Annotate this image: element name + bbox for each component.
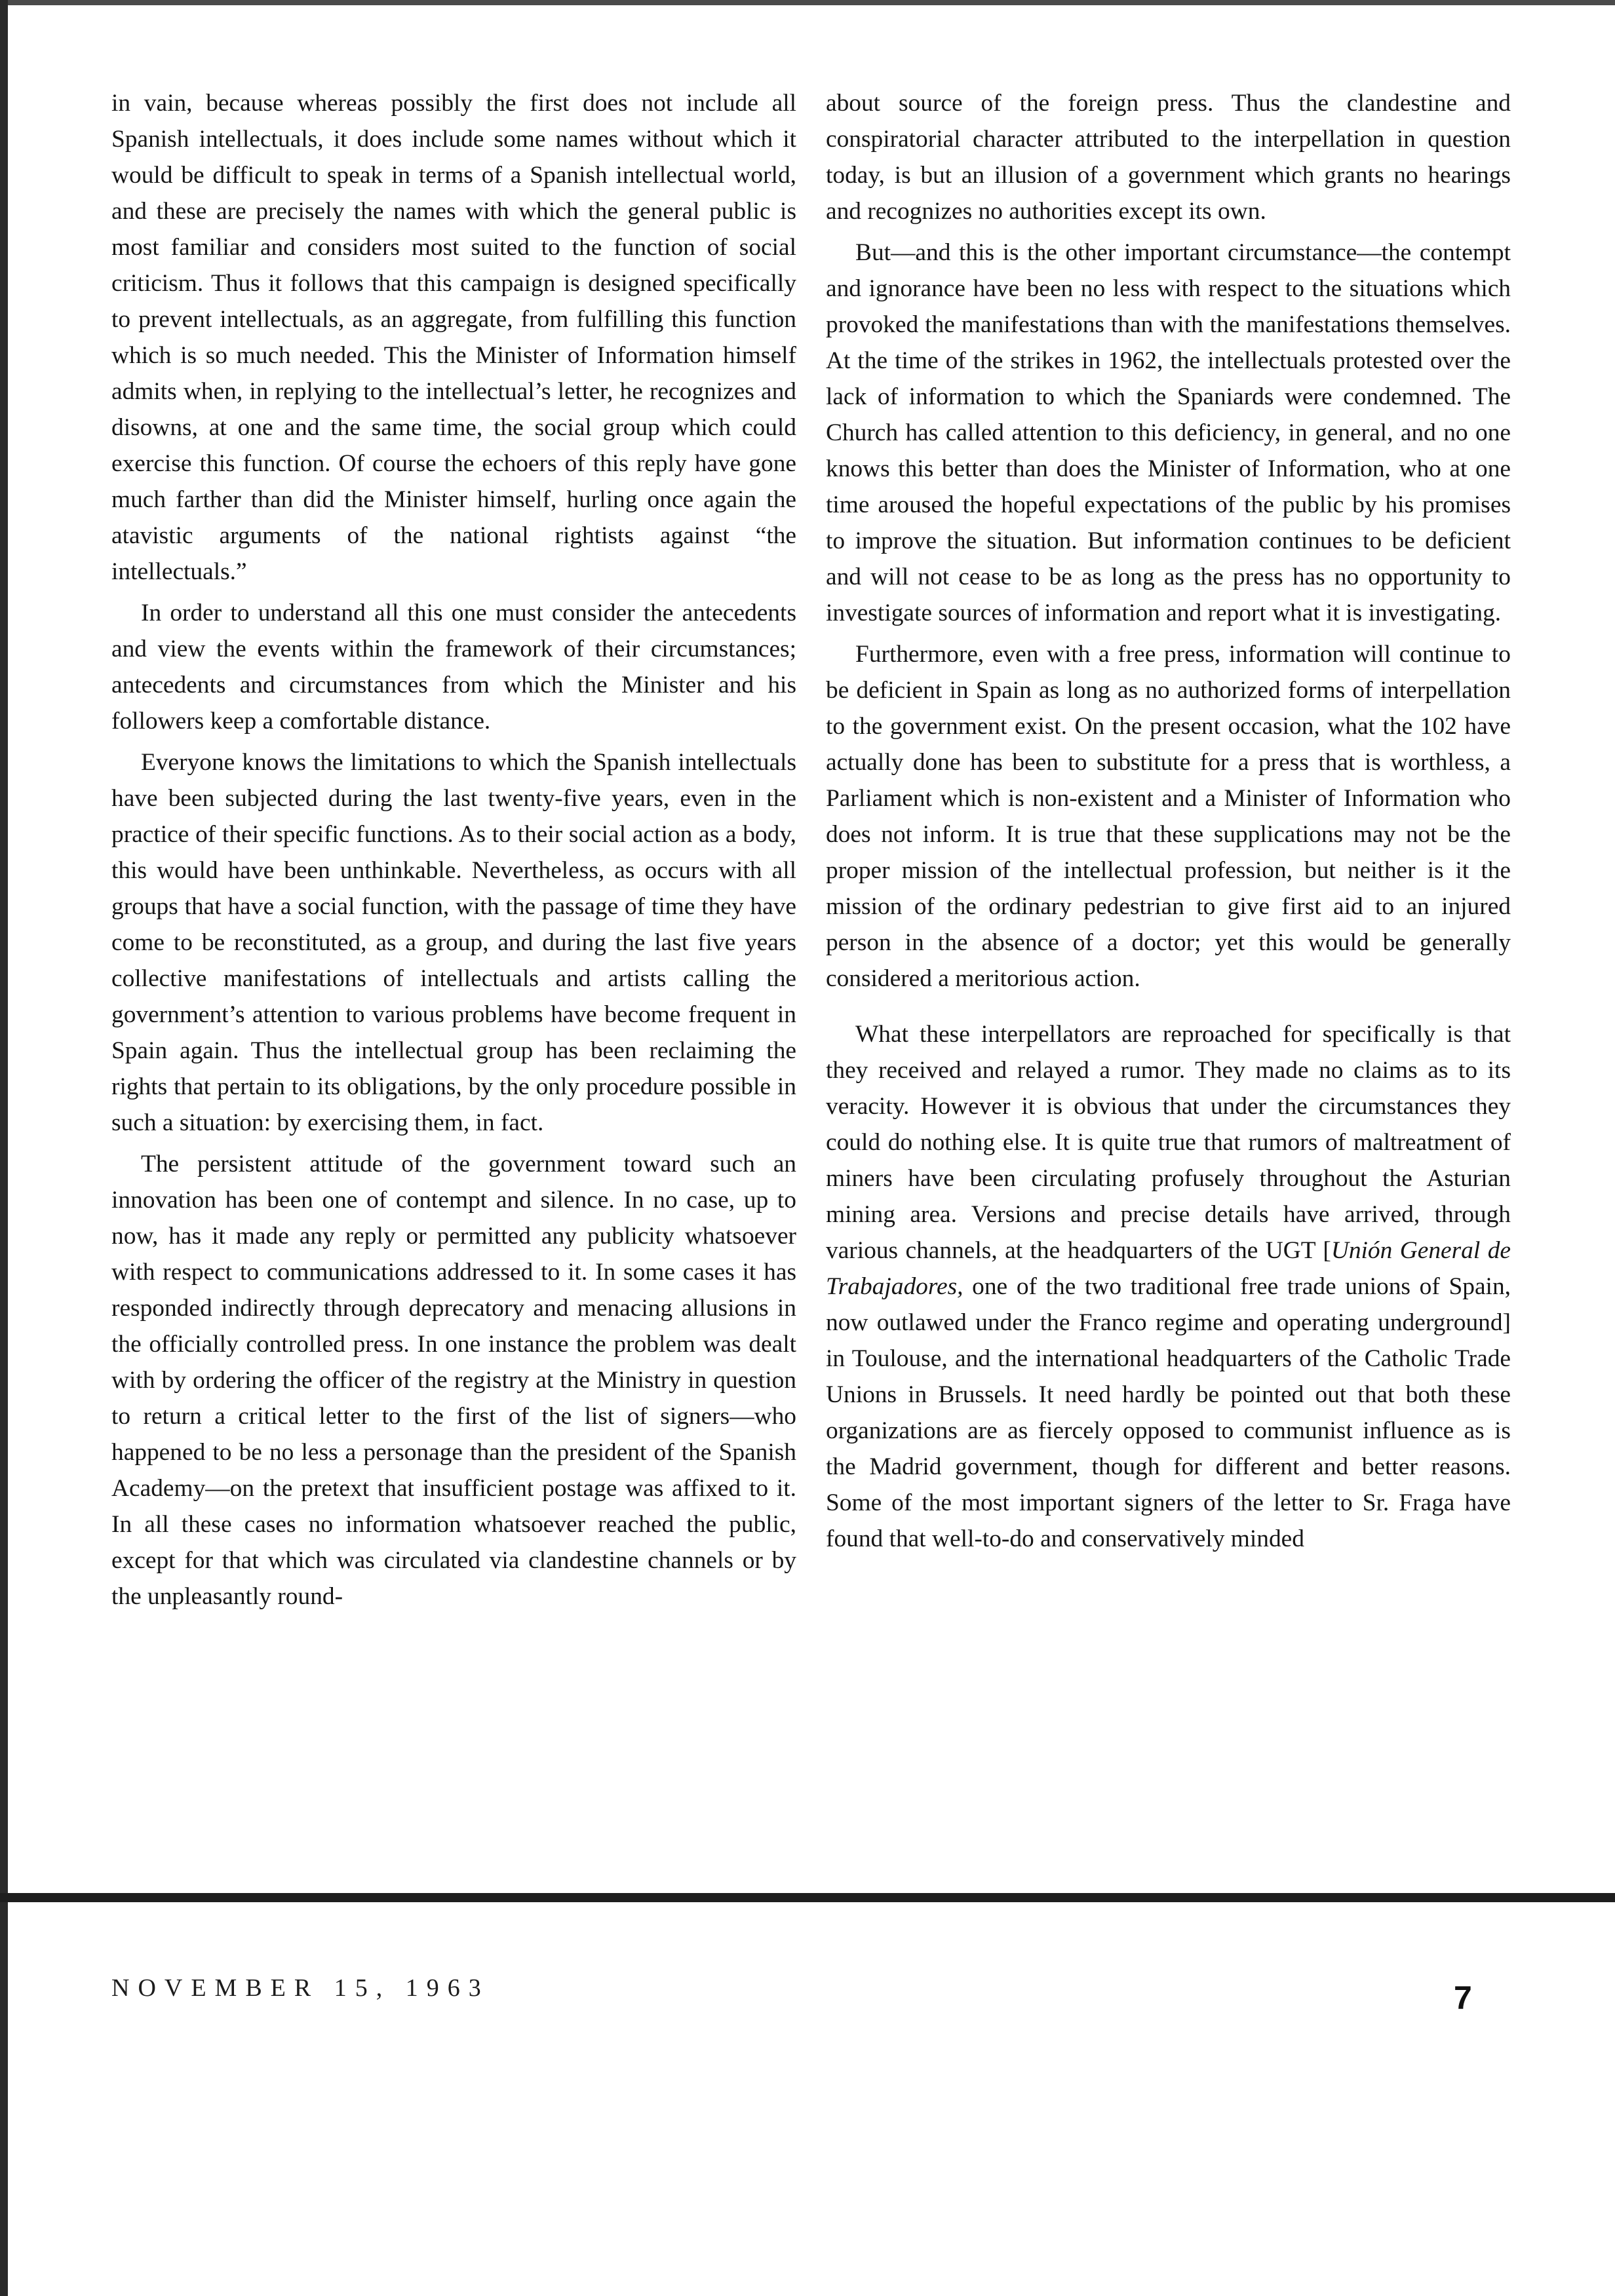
right-paragraph-4	[826, 1016, 1511, 1557]
right-paragraph-1: about source of the foreign press. Thus the clandestine and conspiratorial character attributed to the interpellation in question today, is but an illusion of a government which grants no hearings and recognizes no authorities except its own.	[826, 90, 1511, 225]
left-paragraph-4: The persistent attitude of the government toward such an innovation has been one of contempt and silence. In no case, up to now, has it made any reply or permitted any publicity whatsoever with respect to communications addressed to it. In some cases it has responded indirectly through deprecatory and menacing allusions in the officially controlled press. In one instance the problem was dealt with by ordering the officer of the registry at the Ministry in question to return a critical letter to the first of the list of signers—who happened to be no less a personage than the president of the Spanish Academy—on the pretext that insufficient postage was affixed to it. In all these cases no information whatsoever reached the public, except for that which was circulated via clandestine channels or by the unpleasantly round-	[111, 1151, 796, 1610]
right-paragraph-2: But—and this is the other important circumstance—the contempt and ignorance have been no less with respect to the situations which provoked the manifestations than with the manifestations themselves. At the time of the strikes in 1962, the intellectuals protested over the lack of information to which the Spaniards were condemned. The Church has called attention to this deficiency, in general, and no one knows this better than does the Minister of Information, who at one time aroused the hopeful expectations of the public by his promises to improve the situation. But information continues to be deficient and will not cease to be as long as the press has no opportunity to investigate sources of information and report what it is investigating.	[826, 239, 1511, 626]
left-text-column	[111, 85, 796, 1972]
bottom-border-rule	[0, 1893, 1615, 1902]
ugt-italic-name: Unión General de Trabajadores,	[826, 1237, 1511, 1300]
right-text-column	[826, 85, 1511, 1972]
page-number: 7	[1454, 1980, 1472, 2016]
right-paragraph-3: Furthermore, even with a free press, information will continue to be deficient in Spain as long as no authorized forms of interpellation to the government exist. On the present occasion, what the 102 have actually done has been to substitute for a press that is worthless, a Parliament which is non-existent and a Minister of Information who does not inform. It is true that these supplications may not be the proper mission of the intellectual profession, but neither is it the mission of the ordinary pedestrian to give first aid to an injured person in the absence of a doctor; yet this would be generally considered a meritorious action.	[826, 641, 1511, 992]
issue-date: NOVEMBER 15, 1963	[111, 1974, 490, 2002]
left-paragraph-2: In order to understand all this one must consider the antecedents and view the events within the framework of their circumstances; antecedents and circumstances from which the Minister and his followers keep a comfortable distance.	[111, 600, 796, 735]
left-paragraph-3: Everyone knows the limitations to which the Spanish intellectuals have been subjected during the last twenty-five years, even in the practice of their specific functions. As to their social action as a body, this would have been unthinkable. Nevertheless, as occurs with all groups that have a social function, with the passage of time they have come to be reconstituted, as a group, and during the last five years collective manifestations of intellectuals and artists calling the government’s attention to various problems have become frequent in Spain again. Thus the intellectual group has been reclaiming the rights that pertain to its obligations, by the only procedure possible in such a situation: by exercising them, in fact.	[111, 749, 796, 1136]
left-paragraph-1: in vain, because whereas possibly the first does not include all Spanish intellectuals, it does include some names without which it would be difficult to speak in terms of a Spanish intellectual world, and these are precisely the names with which the general public is most familiar and considers most suited to the function of social criticism. Thus it follows that this campaign is designed specifically to prevent intellectuals, as an aggregate, from fulfilling this function which is so much needed. This the Minister of Information himself admits when, in replying to the intellectual’s letter, he recognizes and disowns, at one and the same time, the social group which could exercise this function. Of course the echoers of this reply have gone much farther than did the Minister himself, hurling once again the atavistic arguments of the national rightists against “the intellectuals.”	[111, 90, 796, 585]
right-paragraph-4-end: one of the two traditional free trade unions of Spain, now outlawed under the Franco regime and operating underground] in Toulouse, and the international headquarters of the Catholic Trade Unions in Brussels. It need hardly be pointed out that both these organizations are as fiercely opposed to communist influence as is the Madrid government, though for different and better reasons. Some of the most important signers of the letter to Sr. Fraga have found that well-to-do and conservatively minded	[826, 1273, 1511, 1552]
top-border-rule	[0, 0, 1615, 5]
left-border-rule	[0, 0, 8, 2296]
right-paragraph-4-start: What these interpellators are reproached for specifically is that they received and relayed a rumor. They made no claims as to its veracity. However it is obvious that under the circumstances they could do nothing else. It is quite true that rumors of maltreatment of miners have been circulating profusely throughout the Asturian mining area. Versions and precise details have arrived, through various channels, at the headquarters of the UGT [	[826, 1021, 1511, 1264]
